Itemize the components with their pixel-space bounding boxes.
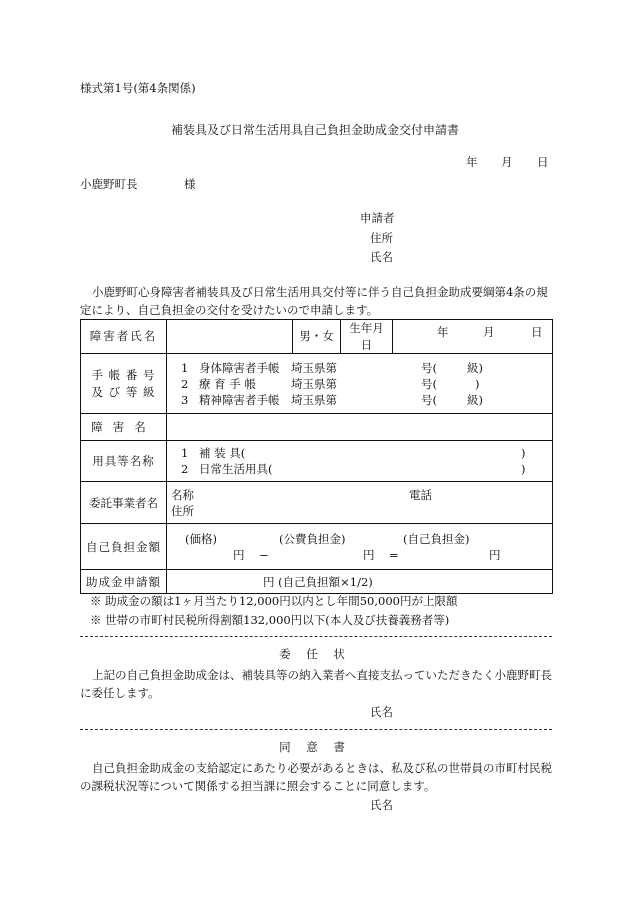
contractor-name-label: 名称 [171,487,194,502]
contractor-line-2 [171,503,548,519]
yen-2: 円 [363,547,375,562]
cell-handbook [167,354,553,414]
yen-1: 円 [233,547,245,562]
row-applicant-name [81,320,553,354]
label-contractor: 委託事業者名 [81,482,167,524]
delegation-title: 委 任 状 [279,647,351,661]
handbook-num: 3 [181,392,189,407]
label-handbook-line2: 及 び 等 級 [91,384,156,399]
handbook-type: 療 育 手 帳 [199,376,256,391]
equipment-line-2 [171,461,548,477]
birth-month: 月 [483,325,495,339]
contractor-line-1 [171,487,548,503]
row-self-payment [81,524,553,570]
date-year: 年 [466,155,478,169]
self-payment-line-1 [171,531,548,547]
row-equipment [81,441,553,482]
applicant-label: 申請者 [360,211,395,225]
label-equipment: 用具等名称 [81,441,167,482]
equipment-item: 日常生活用具( [199,462,273,477]
handbook-num: 2 [181,376,189,391]
price-label: (価格) [185,531,217,546]
cell-disability [167,414,553,441]
handbook-pref: 埼玉県第 [291,376,337,391]
handbook-no: 号( [421,360,437,375]
intro-text: 小鹿野町心身障害者補装具及び日常生活用具交付等に伴う自己負担金助成要綱第4条の規定により、自己負担金の交付を受けたいので申請します。 [80,285,548,318]
equipment-close: ) [521,462,526,477]
applicant-address: 住所 [370,231,393,245]
birth-day: 日 [531,325,543,339]
page-title: 補装具及び日常生活用具自己負担金助成金交付申請書 [170,123,459,137]
form-number: 様式第1号(第4条関係) [80,81,196,95]
equipment-line-1 [171,445,548,461]
date-day: 日 [537,155,549,169]
applicant-name: 氏名 [370,250,393,264]
delegation-text: 上記の自己負担金助成金は、補装具等の納入業者へ直接支払っていただきたく小鹿野町長に委任します。 [80,668,552,701]
equals-sign: = [389,547,399,562]
handbook-pref: 埼玉県第 [291,392,337,407]
label-disability: 障害名 [81,414,167,441]
handbook-no: 号( [421,376,437,391]
contractor-address-label: 住所 [171,503,194,518]
cell-self-payment [167,524,553,570]
divider-2 [80,729,552,730]
delegation-name: 氏名 [370,705,393,719]
row-contractor [81,482,553,524]
public-label: (公費負担金) [279,531,346,546]
date-month: 月 [501,155,513,169]
divider-1 [80,636,552,637]
self-payment-line-2 [171,547,548,563]
row-grant-request [81,570,553,594]
addressee-honorific: 様 [184,177,196,191]
equipment-num: 1 [181,446,189,461]
handbook-no: 号( [421,392,437,407]
consent-title: 同 意 書 [279,740,351,754]
self-label: (自己負担金) [403,531,470,546]
cell-sex: 男・女 [293,320,341,354]
handbook-type: 身体障害者手帳 [199,360,280,375]
handbook-num: 1 [181,360,189,375]
equipment-close: ) [521,446,526,461]
label-handbook [81,354,167,414]
handbook-grade: 級) [467,392,483,407]
minus-sign: − [259,547,269,562]
application-table [80,319,553,594]
cell-grant-request: 円 (自己負担額×1/2) [167,570,553,594]
addressee-name: 小鹿野町長 [80,177,138,191]
equipment-item: 補 装 具( [199,446,246,461]
consent-name: 氏名 [370,798,393,812]
birth-year: 年 [437,325,449,339]
cell-birthdate [393,320,553,354]
yen-3: 円 [489,547,501,562]
note-1: ※ 助成金の額は1ヶ月当たり12,000円以内とし年間50,000円が上限額 [90,594,458,608]
label-handbook-line1: 手 帳 番 号 [91,368,156,383]
handbook-line-3 [171,392,548,408]
row-disability [81,414,553,441]
cell-equipment [167,441,553,482]
handbook-pref: 埼玉県第 [291,360,337,375]
handbook-grade: 級) [467,360,483,375]
cell-name-value [167,320,293,354]
handbook-grade: ) [475,376,480,391]
consent-text: 自己負担金助成金の支給認定にあたり必要があるときは、私及び私の世帯員の市町村民税の課税状況等について関係する担当課に照会することに同意します。 [80,761,552,794]
contractor-phone-label: 電話 [409,487,432,502]
label-grant-request: 助成金申請額 [81,570,167,594]
note-2: ※ 世帯の市町村民税所得割額132,000円以下(本人及び扶養義務者等) [90,613,450,627]
handbook-line-1 [171,360,548,376]
handbook-line-2 [171,376,548,392]
handbook-type: 精神障害者手帳 [199,392,280,407]
label-birthdate: 生年月日 [341,320,393,354]
cell-contractor [167,482,553,524]
equipment-num: 2 [181,462,189,477]
label-self-payment: 自己負担金額 [81,524,167,570]
label-disabled-name: 障害者氏名 [81,320,167,354]
row-handbook [81,354,553,414]
